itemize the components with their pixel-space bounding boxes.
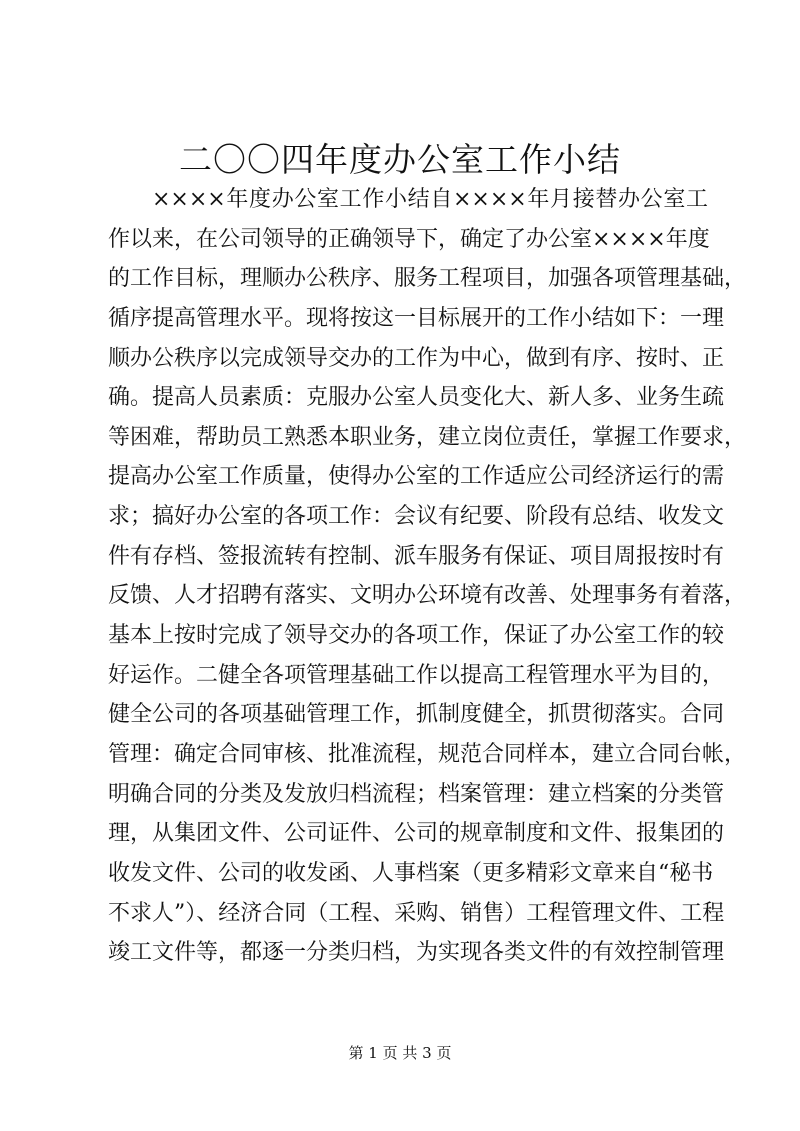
document-body — [108, 180, 747, 973]
body-line: 循序提高管理水平。现将按这一目标展开的工作小结如下：一理 — [108, 305, 725, 331]
body-line: 顺办公秩序以完成领导交办的工作为中心，做到有序、按时、正 — [108, 345, 725, 371]
body-line: 收发文件、公司的收发函、人事档案（更多精彩文章来自“秘书 — [108, 860, 714, 886]
body-line: 理，从集团文件、公司证件、公司的规章制度和文件、报集团的 — [108, 821, 725, 847]
body-line: 基本上按时完成了领导交办的各项工作，保证了办公室工作的较 — [108, 623, 725, 649]
body-line: 明确合同的分类及发放归档流程；档案管理：建立档案的分类管 — [108, 781, 725, 807]
page-footer: 第 1 页 共 3 页 — [348, 1044, 452, 1062]
body-line: 不求人”）、经济合同（工程、采购、销售）工程管理文件、工程 — [108, 900, 725, 926]
body-line: 提高办公室工作质量，使得办公室的工作适应公司经济运行的需 — [108, 464, 725, 490]
body-line: 管理：确定合同审核、批准流程，规范合同样本，建立合同台帐， — [108, 741, 747, 767]
body-line: 等困难，帮助员工熟悉本职业务，建立岗位责任，掌握工作要求， — [108, 424, 747, 450]
body-line: 作以来，在公司领导的正确领导下，确定了办公室××××年度 — [108, 226, 710, 252]
body-line: ××××年度办公室工作小结自××××年月接替办公室工 — [152, 187, 708, 212]
body-line: 健全公司的各项基础管理工作，抓制度健全，抓贯彻落实。合同 — [108, 702, 725, 728]
body-line: 的工作目标，理顺办公秩序、服务工程项目，加强各项管理基础， — [108, 266, 747, 292]
body-line: 反馈、人才招聘有落实、文明办公环境有改善、处理事务有着落， — [108, 583, 747, 609]
body-line: 求；搞好办公室的各项工作：会议有纪要、阶段有总结、收发文 — [108, 504, 725, 530]
body-line: 竣工文件等，都逐一分类归档，为实现各类文件的有效控制管理 — [108, 940, 725, 966]
document-title: 二〇〇四年度办公室工作小结 — [179, 140, 621, 179]
body-line: 好运作。二健全各项管理基础工作以提高工程管理水平为目的， — [108, 662, 725, 688]
body-line: 确。提高人员素质：克服办公室人员变化大、新人多、业务生疏 — [108, 385, 725, 411]
body-line: 件有存档、签报流转有控制、派车服务有保证、项目周报按时有 — [108, 543, 725, 569]
